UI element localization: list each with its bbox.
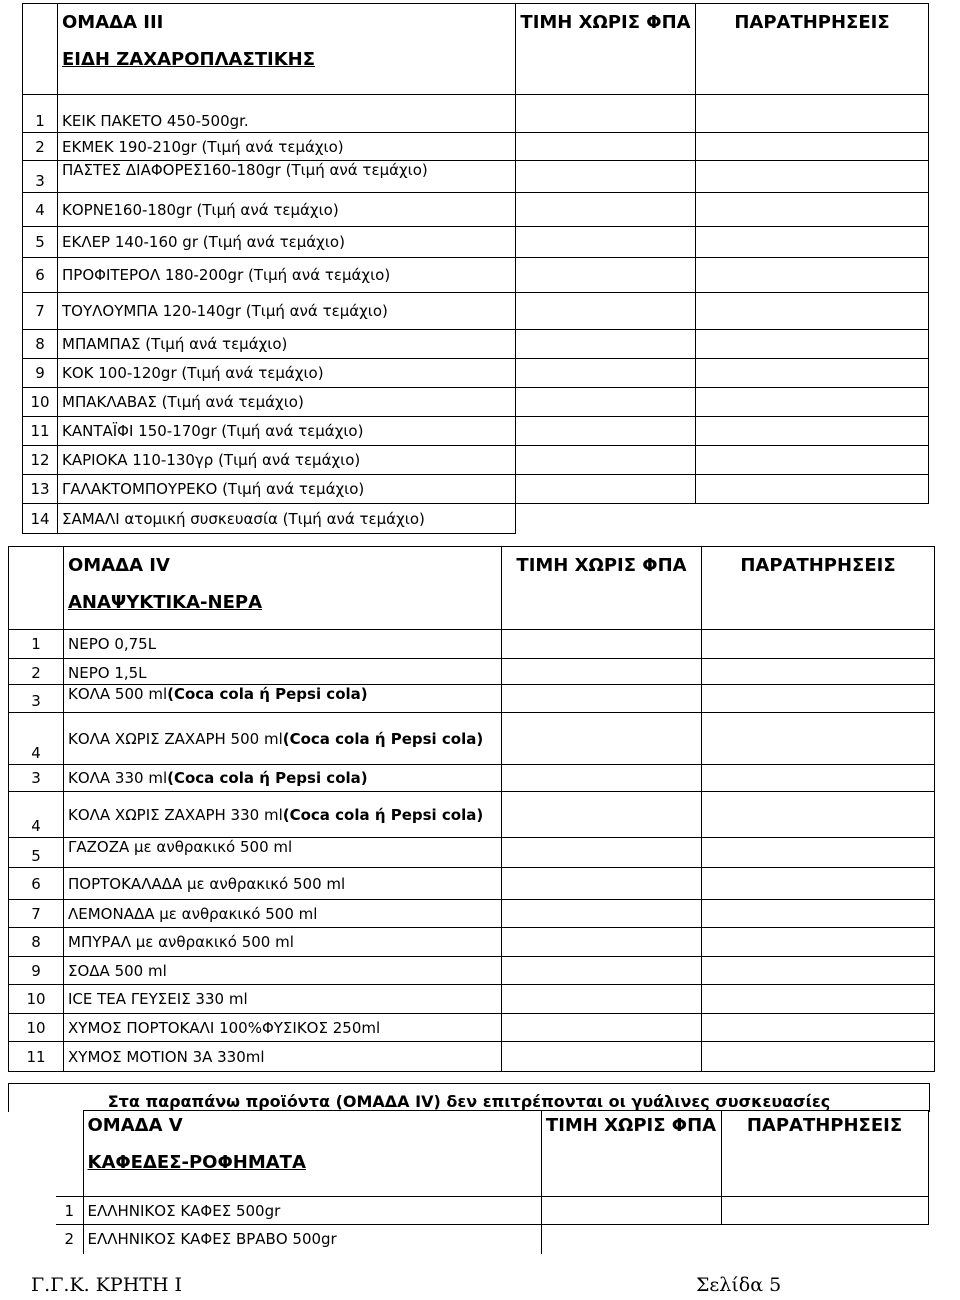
item-name-text: ΚΟΛΑ 500 ml [68,685,168,703]
table-row [23,330,929,359]
price-cell[interactable] [516,504,696,534]
item-name: ΚΟΡΝΕ160-180gr (Τιμή ανά τεμάχιο) [58,193,516,227]
remarks-cell[interactable] [696,504,929,534]
item-number: 5 [9,838,64,868]
item-number: 1 [9,630,64,659]
table-row [9,868,935,900]
price-cell[interactable] [502,928,702,957]
group5-num-header [56,1111,83,1197]
item-number: 3 [23,161,58,193]
remarks-cell[interactable] [702,685,935,713]
remarks-cell[interactable] [702,659,935,685]
item-number: 6 [9,868,64,900]
item-name: ΕΛΛΗΝΙΚΟΣ ΚΑΦΕΣ ΒΡΑΒΟ 500gr [83,1225,541,1254]
price-cell[interactable] [502,868,702,900]
item-name: ΠΟΡΤΟΚΑΛΑΔΑ με ανθρακικό 500 ml [64,868,502,900]
price-cell[interactable] [516,293,696,330]
table-row [9,685,935,713]
item-name-text: ΚΟΛΑ ΧΩΡΙΣ ΖΑΧΑΡΗ 330 ml [68,805,283,824]
item-number: 6 [23,258,58,293]
price-cell[interactable] [502,900,702,928]
group3-remarks-header: ΠΑΡΑΤΗΡΗΣΕΙΣ [696,4,929,95]
group5-title: ΟΜΑΔΑ V [87,1115,183,1136]
item-number: 9 [23,359,58,388]
table-row [9,900,935,928]
table-row [23,258,929,293]
table-row [56,1197,928,1225]
group3-price-header: ΤΙΜΗ ΧΩΡΙΣ ΦΠΑ [516,4,696,95]
remarks-cell[interactable] [702,928,935,957]
price-cell[interactable] [541,1225,721,1254]
price-cell[interactable] [516,388,696,417]
item-name [64,765,502,792]
group4-header-row [9,547,935,630]
table-row [9,792,935,838]
table-row [23,504,929,534]
item-name: ΜΠΑΜΠΑΣ (Τιμή ανά τεμάχιο) [58,330,516,359]
price-cell[interactable] [502,1042,702,1072]
item-name: ΝΕΡΟ 0,75L [64,630,502,659]
group5-header-row [56,1111,928,1197]
remarks-cell[interactable] [702,1042,935,1072]
group3-title-cell [58,4,516,95]
item-name: ICE TEA ΓΕΥΣΕΙΣ 330 ml [64,985,502,1014]
table-row [23,133,929,161]
item-number: 11 [23,417,58,446]
table-row [9,957,935,985]
remarks-cell[interactable] [702,900,935,928]
item-name: ΜΠΑΚΛΑΒΑΣ (Τιμή ανά τεμάχιο) [58,388,516,417]
item-name: ΛΕΜΟΝΑΔΑ με ανθρακικό 500 ml [64,900,502,928]
remarks-cell[interactable] [696,227,929,258]
price-cell[interactable] [541,1197,721,1225]
item-number: 2 [9,659,64,685]
item-name-brand: (Coca cola ή Pepsi cola) [167,685,368,703]
remarks-cell[interactable] [702,957,935,985]
group4-subtitle: ΑΝΑΨΥΚΤΙΚΑ-ΝΕΡΑ [68,592,263,613]
price-cell[interactable] [516,330,696,359]
remarks-cell[interactable] [702,713,935,765]
price-cell[interactable] [502,713,702,765]
item-name: ΚΑΝΤΑΪΦΙ 150-170gr (Τιμή ανά τεμάχιο) [58,417,516,446]
price-cell[interactable] [516,258,696,293]
price-cell[interactable] [502,659,702,685]
table-row [23,227,929,258]
table-row [23,359,929,388]
item-name: ΠΑΣΤΕΣ ΔΙΑΦΟΡΕΣ160-180gr (Τιμή ανά τεμάχιο) [58,161,516,193]
price-cell[interactable] [516,417,696,446]
page-number: Σελίδα 5 [696,1274,782,1296]
item-number: 12 [23,446,58,475]
table-row [9,928,935,957]
table-row [9,659,935,685]
remarks-cell[interactable] [702,630,935,659]
group5-table [56,1110,929,1254]
price-cell[interactable] [516,161,696,193]
item-number: 10 [23,388,58,417]
remarks-cell[interactable] [702,838,935,868]
item-name-text: ΚΟΛΑ ΧΩΡΙΣ ΖΑΧΑΡΗ 500 ml [68,729,283,748]
price-cell[interactable] [516,227,696,258]
group4-title-cell [64,547,502,630]
price-cell[interactable] [516,95,696,133]
remarks-cell[interactable] [696,95,929,133]
table-row [23,193,929,227]
item-name: ΚΕΙΚ ΠΑΚΕΤΟ 450-500gr. [58,95,516,133]
group4-note: Στα παραπάνω προϊόντα (ΟΜΑΔΑ IV) δεν επιτρέπονται οι γυάλινες συσκευασίες [8,1083,930,1112]
item-number: 10 [9,1014,64,1042]
table-row [56,1225,928,1254]
remarks-cell[interactable] [696,388,929,417]
group5-title-cell [83,1111,541,1197]
remarks-cell[interactable] [696,330,929,359]
item-number: 1 [56,1197,83,1225]
remarks-cell[interactable] [696,133,929,161]
item-name: ΧΥΜΟΣ ΠΟΡΤΟΚΑΛΙ 100%ΦΥΣΙΚΟΣ 250ml [64,1014,502,1042]
item-number: 10 [9,985,64,1014]
item-name: ΕΚΛΕΡ 140-160 gr (Τιμή ανά τεμάχιο) [58,227,516,258]
footer-left: Γ.Γ.Κ. ΚΡΗΤΗ Ι [31,1274,183,1296]
item-name-brand: (Coca cola ή Pepsi cola) [282,805,484,824]
price-cell[interactable] [502,1014,702,1042]
item-name-brand: (Coca cola ή Pepsi cola) [167,769,368,787]
remarks-cell[interactable] [702,985,935,1014]
item-name: ΕΚΜΕΚ 190-210gr (Τιμή ανά τεμάχιο) [58,133,516,161]
item-name: ΚΑΡΙΟΚΑ 110-130γρ (Τιμή ανά τεμάχιο) [58,446,516,475]
item-name: ΣΑΜΑΛΙ ατομική συσκευασία (Τιμή ανά τεμάχιο) [58,504,516,534]
remarks-cell[interactable] [696,258,929,293]
item-name: ΤΟΥΛΟΥΜΠΑ 120-140gr (Τιμή ανά τεμάχιο) [58,293,516,330]
price-cell[interactable] [502,838,702,868]
item-number: 8 [23,330,58,359]
item-name: ΜΠΥΡΑΛ με ανθρακικό 500 ml [64,928,502,957]
item-name: ΠΡΟΦΙΤΕΡΟΛ 180-200gr (Τιμή ανά τεμάχιο) [58,258,516,293]
item-number: 7 [23,293,58,330]
group4-title: ΟΜΑΔΑ IV [68,555,170,576]
item-number: 3 [9,685,64,713]
group4-remarks-header: ΠΑΡΑΤΗΡΗΣΕΙΣ [702,547,935,630]
price-cell[interactable] [516,446,696,475]
item-number: 7 [9,900,64,928]
remarks-cell[interactable] [696,161,929,193]
group3-header-row [23,4,929,95]
group5-remarks-header: ΠΑΡΑΤΗΡΗΣΕΙΣ [721,1111,928,1197]
table-row [23,388,929,417]
item-name-brand: (Coca cola ή Pepsi cola) [282,729,484,748]
table-row [23,417,929,446]
item-name [64,792,502,838]
remarks-cell[interactable] [696,475,929,504]
group5-subtitle: ΚΑΦΕΔΕΣ-ΡΟΦΗΜΑΤΑ [87,1152,306,1173]
item-number: 5 [23,227,58,258]
table-row [23,446,929,475]
item-number: 9 [9,957,64,985]
price-cell[interactable] [516,133,696,161]
item-name: ΓΑΖΟΖΑ με ανθρακικό 500 ml [64,838,502,868]
group3-num-header [23,4,58,95]
item-number: 3 [9,765,64,792]
item-name: ΣΟΔΑ 500 ml [64,957,502,985]
group5-price-header: ΤΙΜΗ ΧΩΡΙΣ ΦΠΑ [541,1111,721,1197]
item-name [64,713,502,765]
item-number: 4 [23,193,58,227]
item-number: 2 [23,133,58,161]
table-row [9,1042,935,1072]
price-cell[interactable] [516,359,696,388]
table-row [9,713,935,765]
item-number: 11 [9,1042,64,1072]
remarks-cell[interactable] [696,193,929,227]
table-row [9,630,935,659]
table-row [9,1014,935,1042]
price-cell[interactable] [502,792,702,838]
table-row [9,985,935,1014]
group4-num-header [9,547,64,630]
price-cell[interactable] [502,630,702,659]
remarks-cell[interactable] [702,868,935,900]
item-number: 2 [56,1225,83,1254]
remarks-cell[interactable] [696,446,929,475]
table-row [9,765,935,792]
remarks-cell[interactable] [702,765,935,792]
item-number: 14 [23,504,58,534]
table-row [23,293,929,330]
item-name: ΚΟΚ 100-120gr (Τιμή ανά τεμάχιο) [58,359,516,388]
price-cell[interactable] [502,765,702,792]
item-name [64,685,502,713]
table-row [23,161,929,193]
remarks-cell[interactable] [721,1197,928,1225]
item-name: ΓΑΛΑΚΤΟΜΠΟΥΡΕΚΟ (Τιμή ανά τεμάχιο) [58,475,516,504]
item-name: ΝΕΡΟ 1,5L [64,659,502,685]
item-number: 8 [9,928,64,957]
item-number: 4 [9,713,64,765]
group3-title: ΟΜΑΔΑ ΙΙΙ [62,12,164,33]
group3-subtitle: ΕΙΔΗ ΖΑΧΑΡΟΠΛΑΣΤΙΚΗΣ [62,49,316,70]
remarks-cell[interactable] [702,1014,935,1042]
remarks-cell[interactable] [696,417,929,446]
remarks-cell[interactable] [696,293,929,330]
price-cell[interactable] [502,985,702,1014]
group3-table [22,3,929,534]
price-cell[interactable] [516,475,696,504]
item-name-text: ΚΟΛΑ 330 ml [68,769,168,787]
remarks-cell[interactable] [702,792,935,838]
table-row [9,838,935,868]
table-row [23,475,929,504]
item-name: ΕΛΛΗΝΙΚΟΣ ΚΑΦΕΣ 500gr [83,1197,541,1225]
price-cell[interactable] [502,685,702,713]
item-name: ΧΥΜΟΣ ΜΟΤΙΟΝ 3Α 330ml [64,1042,502,1072]
item-number: 4 [9,792,64,838]
group4-table [8,546,935,1072]
price-cell[interactable] [502,957,702,985]
item-number: 13 [23,475,58,504]
remarks-cell[interactable] [721,1225,928,1254]
table-row [23,95,929,133]
item-number: 1 [23,95,58,133]
remarks-cell[interactable] [696,359,929,388]
price-cell[interactable] [516,193,696,227]
group4-price-header: ΤΙΜΗ ΧΩΡΙΣ ΦΠΑ [502,547,702,630]
